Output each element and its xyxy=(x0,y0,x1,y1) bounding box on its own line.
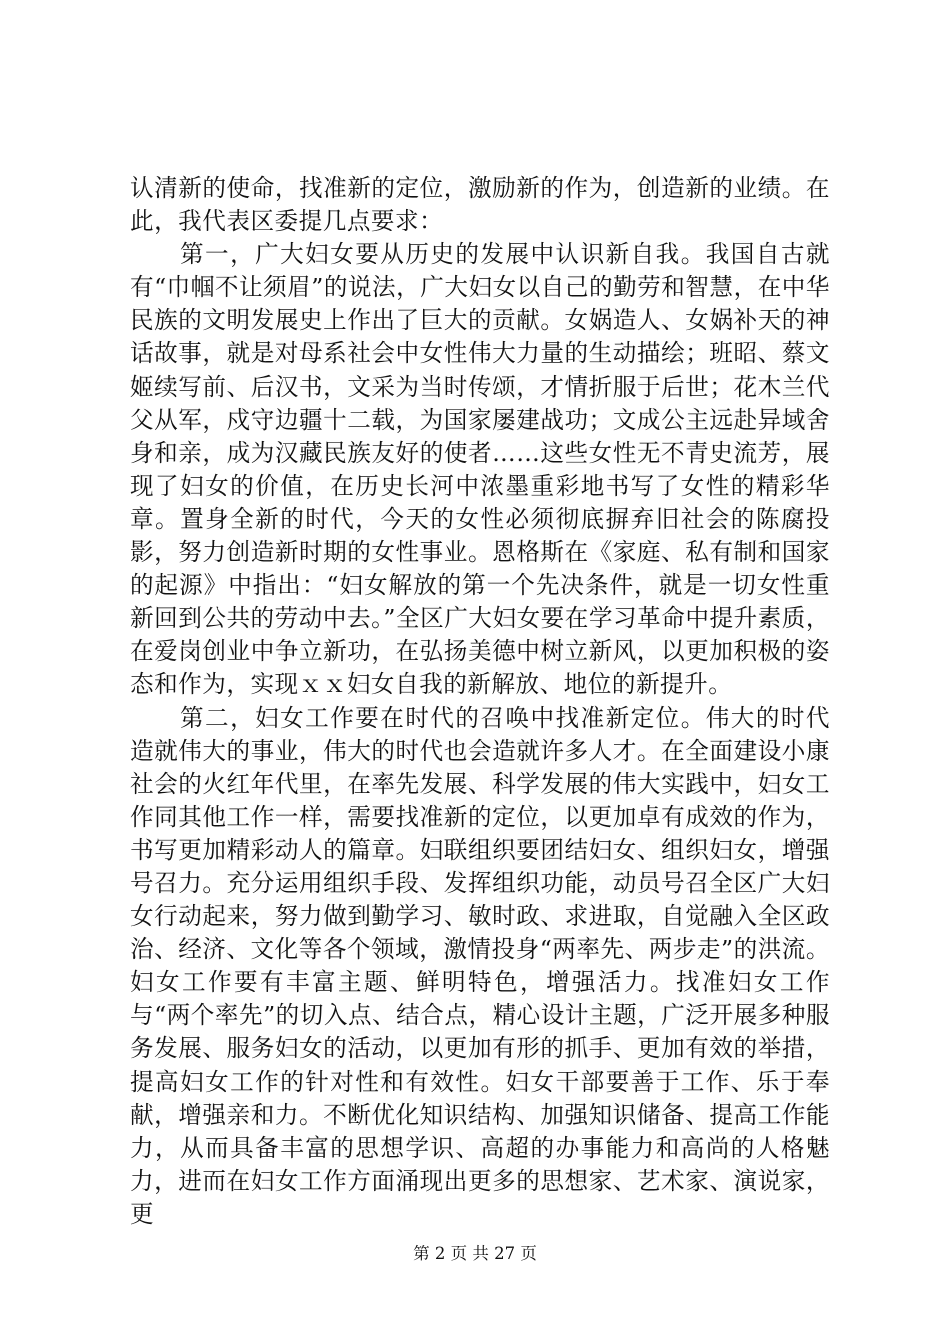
page-number-footer: 第 2 页 共 27 页 xyxy=(413,1244,537,1263)
paragraph-intro: 认清新的使命，找准新的定位，激励新的作为，创造新的业绩。在此，我代表区委提几点要求： xyxy=(130,174,830,236)
document-body xyxy=(130,172,830,1231)
paragraph-first-point: 第一，广大妇女要从历史的发展中认识新自我。我国自古就有“巾帼不让须眉”的说法，广大妇女以自己的勤劳和智慧，在中华民族的文明发展史上作出了巨大的贡献。女娲造人、女娲补天的神话故事，就是对母系社会中女性伟大力量的生动描绘；班昭、蔡文姬续写前、后汉书，文采为当时传颂，才情折服于后世；花木兰代父从军，戍守边疆十二载，为国家屡建战功；文成公主远赴异域舍身和亲，成为汉藏民族友好的使者……这些女性无不青史流芳，展现了妇女的价值，在历史长河中浓墨重彩地书写了女性的精彩华章。置身全新的时代，今天的女性必须彻底摒弃旧社会的陈腐投影，努力创造新时期的女性事业。恩格斯在《家庭、私有制和国家的起源》中指出：“妇女解放的第一个先决条件，就是一切女性重新回到公共的劳动中去。”全区广大妇女要在学习革命中提升素质，在爱岗创业中争立新功，在弘扬美德中树立新风，以更加积极的姿态和作为，实现ｘｘ妇女自我的新解放、地位的新提升。 xyxy=(130,240,830,699)
paragraph-second-point: 第二，妇女工作要在时代的召唤中找准新定位。伟大的时代造就伟大的事业，伟大的时代也会造就许多人才。在全面建设小康社会的火红年代里，在率先发展、科学发展的伟大实践中，妇女工作同其他工作一样，需要找准新的定位，以更加卓有成效的作为，书写更加精彩动人的篇章。妇联组织要团结妇女、组织妇女，增强号召力。充分运用组织手段、发挥组织功能，动员号召全区广大妇女行动起来，努力做到勤学习、敏时政、求进取，自觉融入全区政治、经济、文化等各个领域，激情投身“两率先、两步走”的洪流。妇女工作要有丰富主题、鲜明特色，增强活力。找准妇女工作与“两个率先”的切入点、结合点，精心设计主题，广泛开展多种服务发展、服务妇女的活动，以更加有形的抓手、更加有效的举措，提高妇女工作的针对性和有效性。妇女干部要善于工作、乐于奉献，增强亲和力。不断优化知识结构、加强知识储备、提高工作能力，从而具备丰富的思想学识、高超的办事能力和高尚的人格魅力，进而在妇女工作方面涌现出更多的思想家、艺术家、演说家，更 xyxy=(130,703,830,1228)
